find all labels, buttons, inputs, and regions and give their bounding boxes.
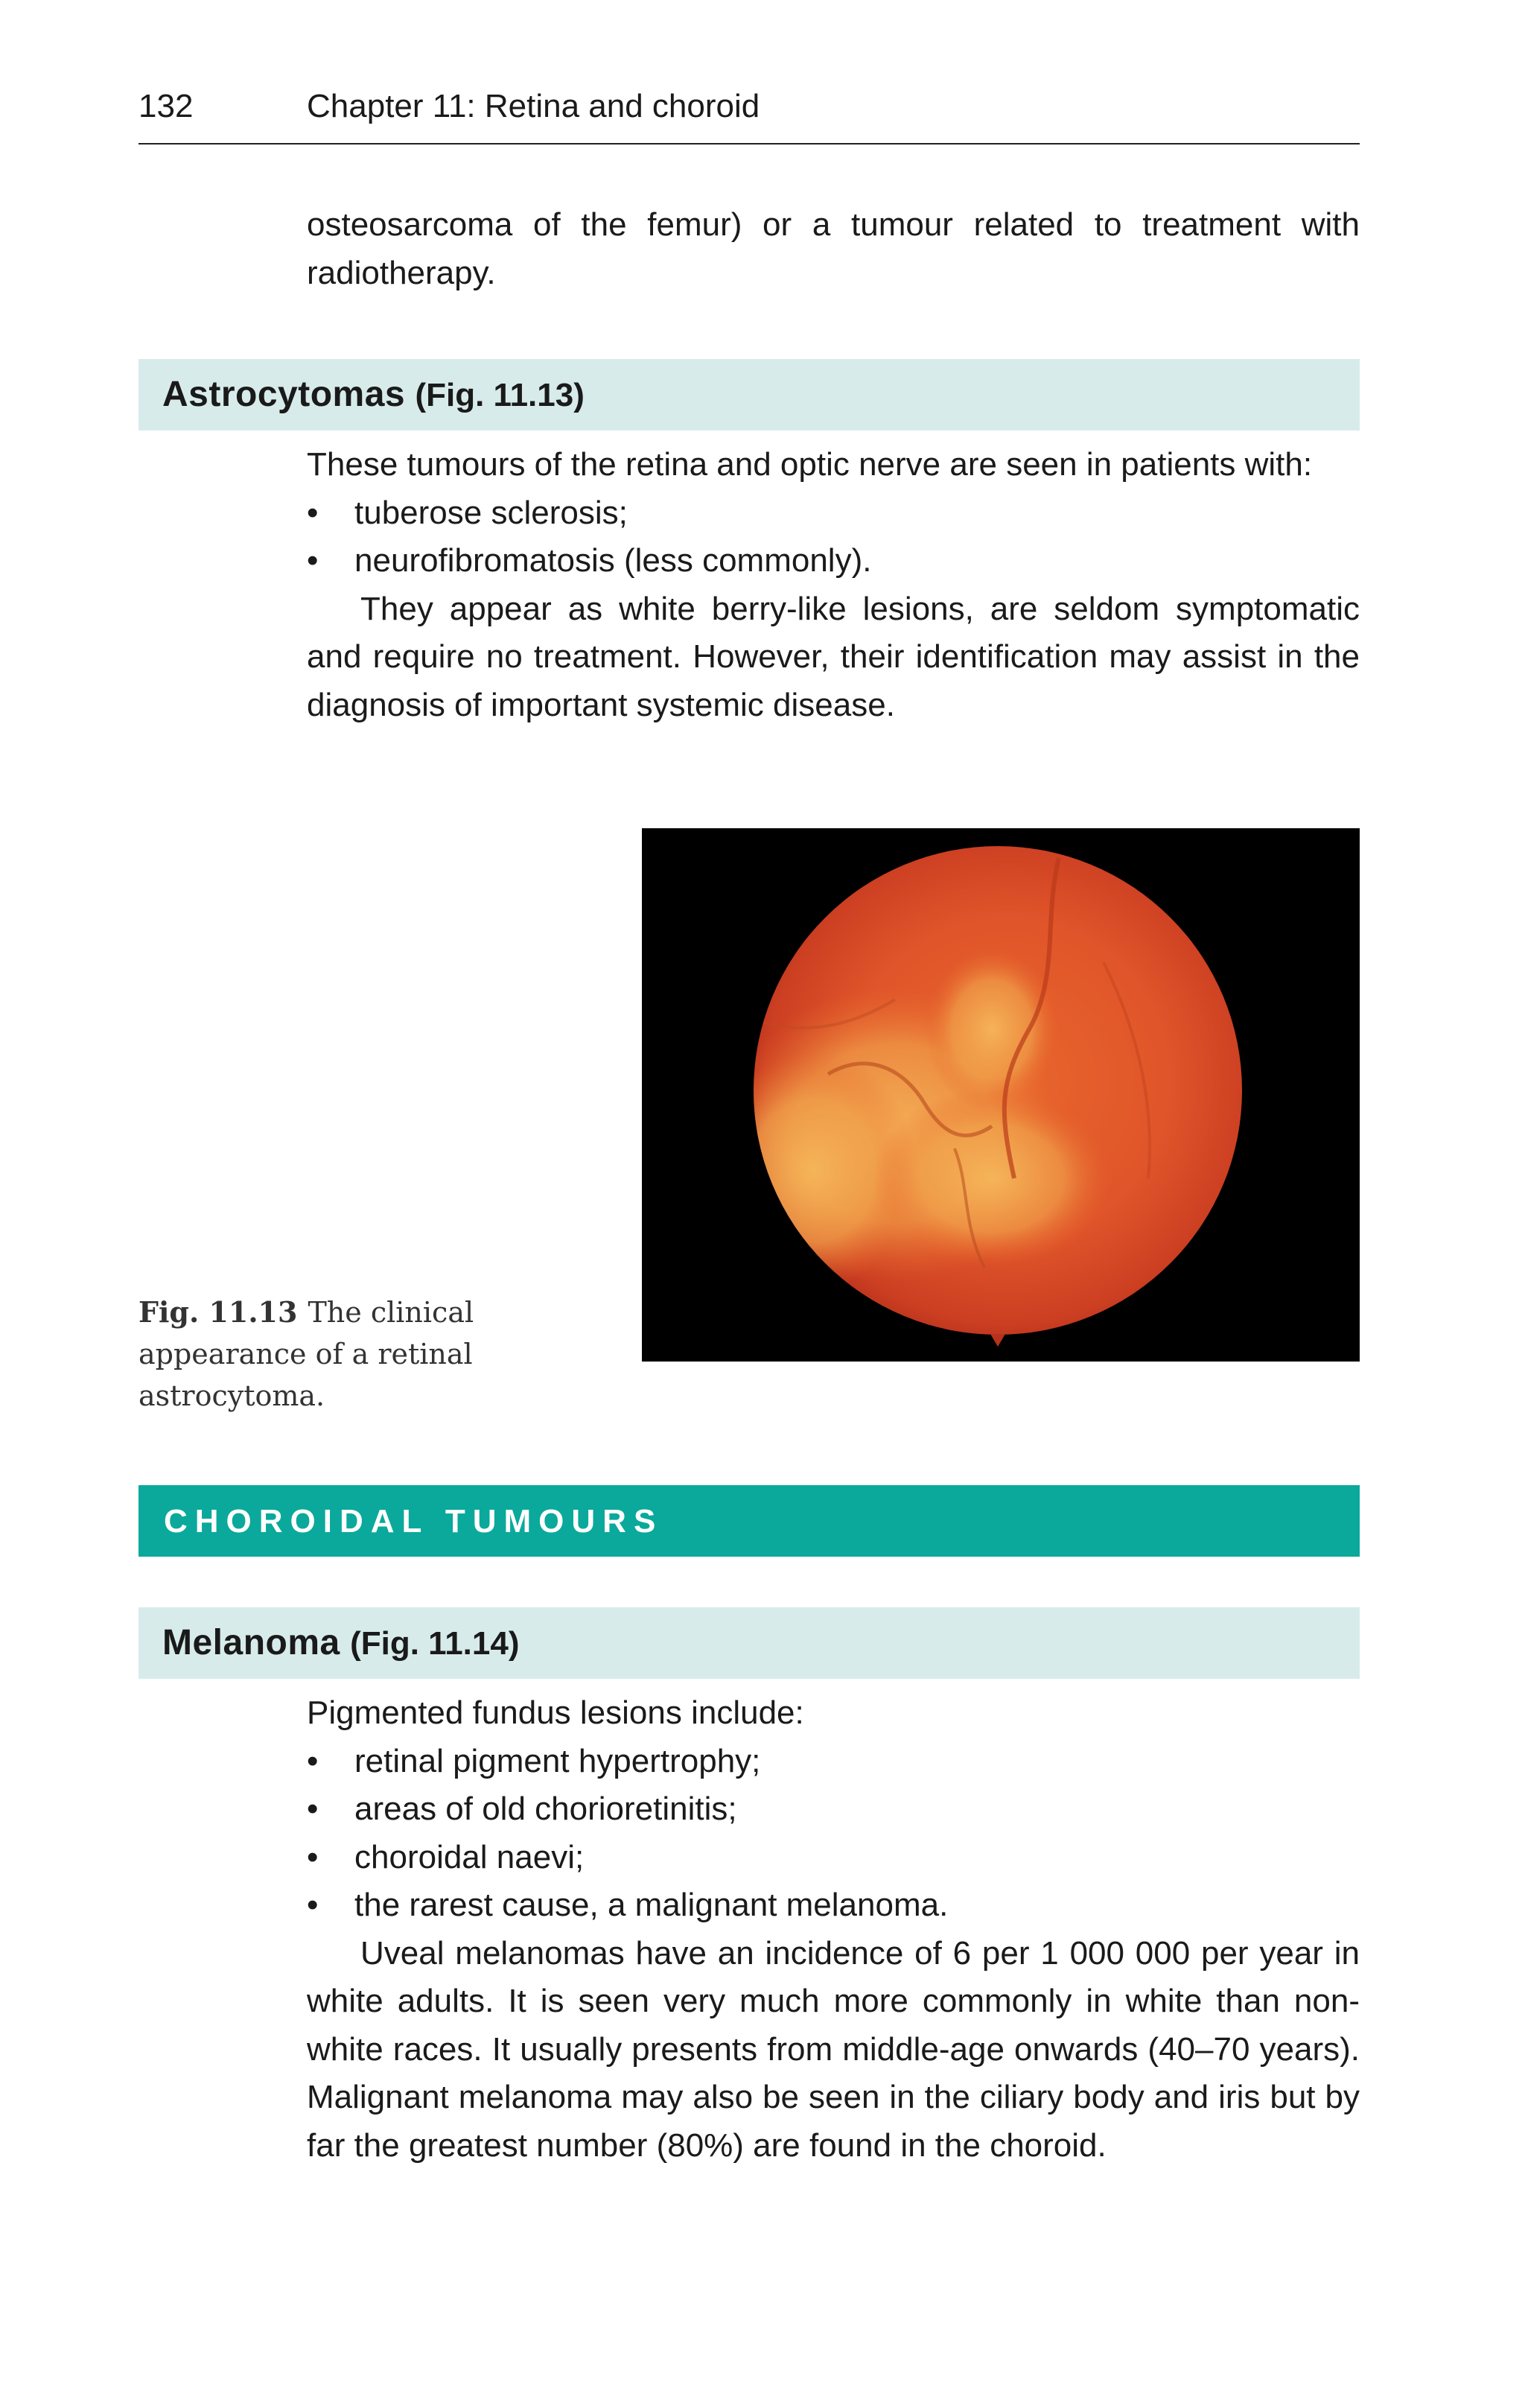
fundus-photograph: [642, 828, 1360, 1362]
section-heading-melanoma: [139, 1607, 1360, 1679]
figure-caption-text: The clinical appearance of a retinal astrocytoma.: [139, 1296, 474, 1412]
melanoma-body: [307, 1689, 1360, 2170]
page-header: [139, 83, 1360, 144]
fundus-image: [642, 828, 1360, 1362]
page-number: 132: [139, 88, 194, 124]
astrocytomas-lead: These tumours of the retina and optic nerve are seen in patients with:: [307, 446, 1313, 483]
figure-label: Fig. 11.13: [139, 1295, 298, 1329]
section-title: [162, 374, 585, 415]
list-item: • choroidal naevi;: [307, 1834, 1360, 1882]
astrocytomas-body: [307, 441, 1360, 729]
melanoma-paragraph: Uveal melanomas have an incidence of 6 per 1 000 000 per year in white adults. It is seen very much more commonly in white than non-white races. It usually presents from middle-age onwards (40–70 years). Malignant melanoma may also be seen in the ciliary body and iris but by far the greatest number (80%) are found in the choroid.: [307, 1934, 1360, 2164]
list-item: • areas of old chorioretinitis;: [307, 1785, 1360, 1834]
section-title: [162, 1622, 520, 1663]
melanoma-lead: Pigmented fundus lesions include:: [307, 1694, 804, 1731]
astrocytomas-paragraph: They appear as white berry-like lesions, are seldom symptomatic and require no treatment. However, their identification may assist in the diagnosis of important systemic disease.: [307, 590, 1360, 723]
list-item: • retinal pigment hypertrophy;: [307, 1738, 1360, 1786]
chapter-section-title: CHOROIDAL TUMOURS: [164, 1503, 663, 1540]
section-title-text: Melanoma: [162, 1623, 340, 1662]
figure-reference: (Fig. 11.13): [415, 377, 585, 413]
running-head: Chapter 11: Retina and choroid: [307, 88, 760, 124]
section-heading-astrocytomas: [139, 359, 1360, 431]
melanoma-bullet-list: [307, 1738, 1360, 1930]
chapter-section-bar: [139, 1485, 1360, 1557]
astrocytomas-bullet-list: [307, 489, 1360, 585]
list-item: • the rarest cause, a malignant melanoma.: [307, 1881, 1360, 1930]
list-item: • neurofibromatosis (less commonly).: [307, 537, 1360, 585]
list-item: • tuberose sclerosis;: [307, 489, 1360, 538]
intro-paragraph: osteosarcoma of the femur) or a tumour related to treatment with radiotherapy.: [307, 206, 1360, 291]
figure-reference: (Fig. 11.14): [350, 1625, 520, 1662]
section-title-text: Astrocytomas: [162, 375, 406, 414]
figure-caption: [139, 1292, 630, 1417]
